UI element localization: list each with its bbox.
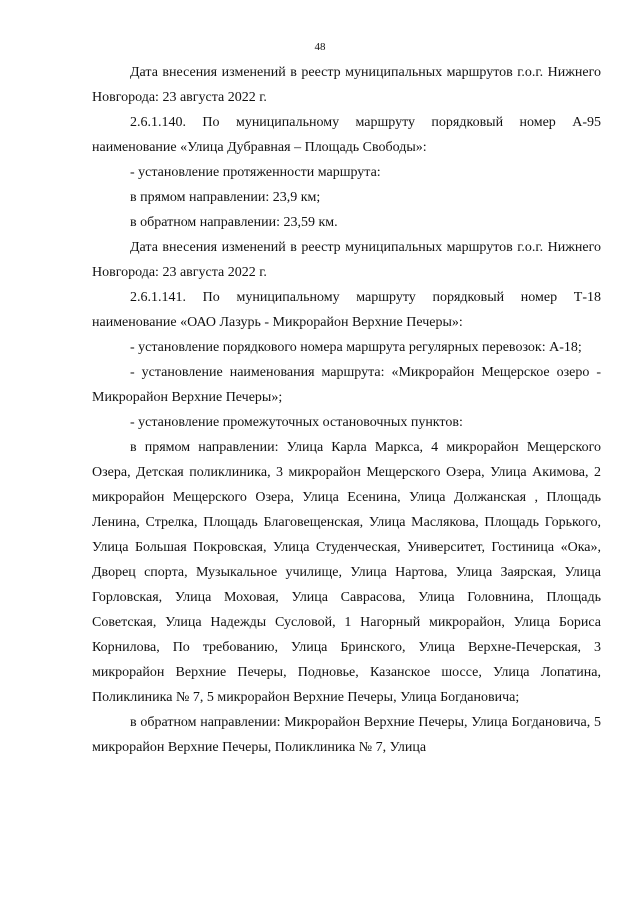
paragraph-route-name-setting: - установление наименования маршрута: «Микрорайон Мещерское озеро - Микрорайон Верхние Печеры»;: [92, 365, 601, 405]
paragraph-route-number-setting: - установление порядкового номера маршрута регулярных перевозок: А-18;: [130, 340, 582, 355]
paragraph-reverse-stops: в обратном направлении: Микрорайон Верхние Печеры, Улица Богдановича, 5 микрорайон Верхние Печеры, Поликлиника № 7, Улица: [92, 715, 601, 755]
paragraph-forward-length: в прямом направлении: 23,9 км;: [130, 190, 321, 205]
paragraph-stops-setting: - установление промежуточных остановочных пунктов:: [130, 415, 463, 430]
paragraph-registry-date-1: Дата внесения изменений в реестр муниципальных маршрутов г.о.г. Нижнего Новгорода: 23 августа 2022 г.: [92, 65, 601, 105]
document-body: [92, 60, 601, 760]
paragraph-length-setting: - установление протяженности маршрута:: [130, 165, 381, 180]
page-number: 48: [314, 41, 326, 53]
paragraph-registry-date-2: Дата внесения изменений в реестр муниципальных маршрутов г.о.г. Нижнего Новгорода: 23 августа 2022 г.: [92, 240, 601, 280]
paragraph-route-a95-heading: 2.6.1.140. По муниципальному маршруту порядковый номер А-95 наименование «Улица Дубравная – Площадь Свободы»:: [92, 115, 601, 155]
paragraph-reverse-length: в обратном направлении: 23,59 км.: [130, 215, 338, 230]
paragraph-route-t18-heading: 2.6.1.141. По муниципальному маршруту порядковый номер Т-18 наименование «ОАО Лазурь - Микрорайон Верхние Печеры»:: [92, 290, 601, 330]
paragraph-forward-stops: в прямом направлении: Улица Карла Маркса, 4 микрорайон Мещерского Озера, Детская поликлиника, 3 микрорайон Мещерского Озера, Улица Акимова, 2 микрорайон Мещерского Озера, Улица Есенина, Улица Должанская , Площадь Ленина, Стрелка, Площадь Благовещенская, Улица Маслякова, Площадь Горького, Улица Большая Покровская, Улица Студенческая, Университет, Гостиница «Ока», Дворец спорта, Музыкальное училище, Улица Нартова, Улица Заярская, Улица Горловская, Улица Моховая, Улица Саврасова, Улица Головнина, Площадь Советская, Улица Надежды Сусловой, 1 Нагорный микрорайон, Улица Бориса Корнилова, По требованию, Улица Бринского, Улица Верхне-Печерская, 3 микрорайон Верхние Печеры, Подновье, Казанское шоссе, Улица Лопатина, Поликлиника № 7, 5 микрорайон Верхние Печеры, Улица Богдановича;: [92, 440, 601, 705]
